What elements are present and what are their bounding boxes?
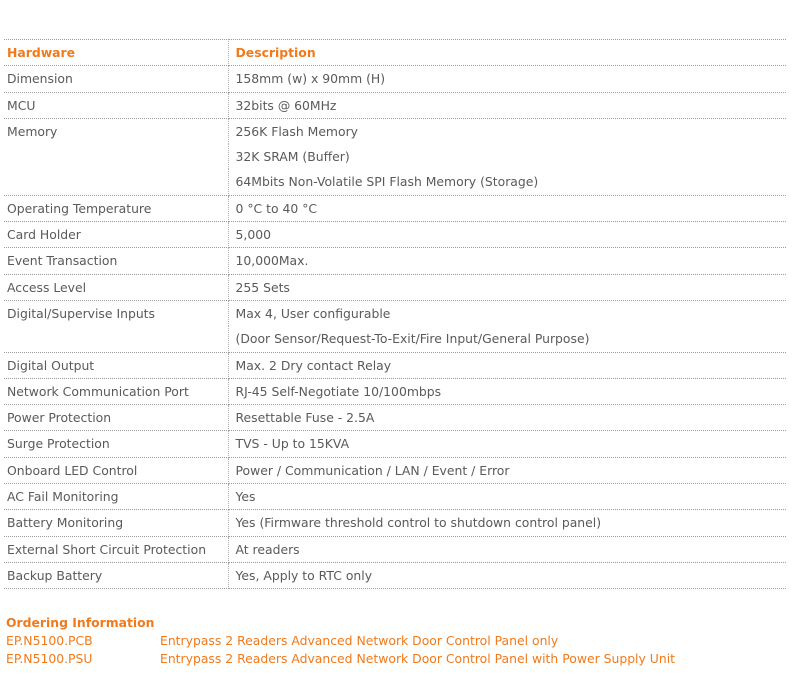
description-cell: Yes	[228, 484, 786, 510]
description-cell: 158mm (w) x 90mm (H)	[228, 66, 786, 92]
ordering-title: Ordering Information	[6, 615, 155, 630]
hardware-cell: Card Holder	[4, 222, 228, 248]
ordering-information	[6, 614, 786, 668]
hardware-cell: Digital Output	[4, 352, 228, 378]
ordering-item	[6, 632, 786, 650]
ordering-item-description: Entrypass 2 Readers Advanced Network Door Control Panel with Power Supply Unit	[160, 651, 675, 666]
table-row	[4, 378, 786, 404]
ordering-item-code: EP.N5100.PCB	[6, 633, 93, 648]
description-cell: RJ-45 Self-Negotiate 10/100mbps	[228, 378, 786, 404]
table-row	[4, 222, 786, 248]
description-cell: 32K SRAM (Buffer)	[235, 149, 350, 165]
hardware-cell: Access Level	[4, 274, 228, 300]
hardware-cell: Digital/Supervise Inputs	[4, 300, 228, 326]
table-row	[4, 195, 786, 221]
table-row	[4, 352, 786, 378]
description-cell: 256K Flash Memory	[235, 123, 359, 139]
table-row	[4, 562, 786, 588]
table-row	[4, 300, 786, 326]
table-row	[4, 484, 786, 510]
hardware-cell-empty	[4, 144, 228, 169]
table-row	[4, 169, 786, 195]
table-row	[4, 326, 786, 352]
table-row	[4, 274, 786, 300]
hardware-cell-empty	[4, 169, 228, 195]
table-row	[4, 118, 786, 144]
hardware-cell: Power Protection	[4, 405, 228, 431]
hardware-cell: Surge Protection	[4, 431, 228, 457]
description-cell: Yes, Apply to RTC only	[228, 562, 786, 588]
description-cell: TVS - Up to 15KVA	[228, 431, 786, 457]
specification-table	[4, 39, 786, 589]
table-row	[4, 431, 786, 457]
hardware-cell-empty	[4, 326, 228, 352]
hardware-cell: Backup Battery	[4, 562, 228, 588]
description-cell: Yes (Firmware threshold control to shutdown control panel)	[228, 510, 786, 536]
description-column-header: Description	[228, 40, 786, 66]
hardware-cell: Dimension	[4, 66, 228, 92]
ordering-item-description: Entrypass 2 Readers Advanced Network Door Control Panel only	[160, 633, 559, 648]
hardware-cell: External Short Circuit Protection	[4, 536, 228, 562]
hardware-cell: Onboard LED Control	[4, 457, 228, 483]
hardware-cell: MCU	[4, 92, 228, 118]
hardware-cell: Memory	[4, 118, 228, 144]
table-row	[4, 66, 786, 92]
description-cell: Resettable Fuse - 2.5A	[228, 405, 786, 431]
hardware-cell: Operating Temperature	[4, 195, 228, 221]
table-row	[4, 405, 786, 431]
table-row	[4, 510, 786, 536]
table-row	[4, 536, 786, 562]
table-row	[4, 248, 786, 274]
ordering-item-code: EP.N5100.PSU	[6, 651, 93, 666]
description-cell: 32bits @ 60MHz	[228, 92, 786, 118]
description-cell: Max 4, User configurable	[235, 305, 391, 321]
table-row	[4, 144, 786, 169]
description-cell: 0 °C to 40 °C	[228, 195, 786, 221]
description-cell: 255 Sets	[228, 274, 786, 300]
hardware-cell: Event Transaction	[4, 248, 228, 274]
description-cell: 5,000	[228, 222, 786, 248]
specification-rows	[4, 66, 786, 589]
description-cell: At readers	[228, 536, 786, 562]
table-row	[4, 92, 786, 118]
table-row	[4, 457, 786, 483]
description-cell: (Door Sensor/Request-To-Exit/Fire Input/General Purpose)	[228, 326, 786, 352]
hardware-cell: AC Fail Monitoring	[4, 484, 228, 510]
table-header-row	[4, 40, 786, 66]
description-cell: Max. 2 Dry contact Relay	[228, 352, 786, 378]
hardware-column-header: Hardware	[4, 40, 228, 66]
hardware-cell: Battery Monitoring	[4, 510, 228, 536]
description-cell: 64Mbits Non-Volatile SPI Flash Memory (Storage)	[228, 169, 786, 195]
description-cell: Power / Communication / LAN / Event / Error	[228, 457, 786, 483]
description-cell: 10,000Max.	[228, 248, 786, 274]
ordering-item	[6, 650, 786, 668]
hardware-cell: Network Communication Port	[4, 378, 228, 404]
